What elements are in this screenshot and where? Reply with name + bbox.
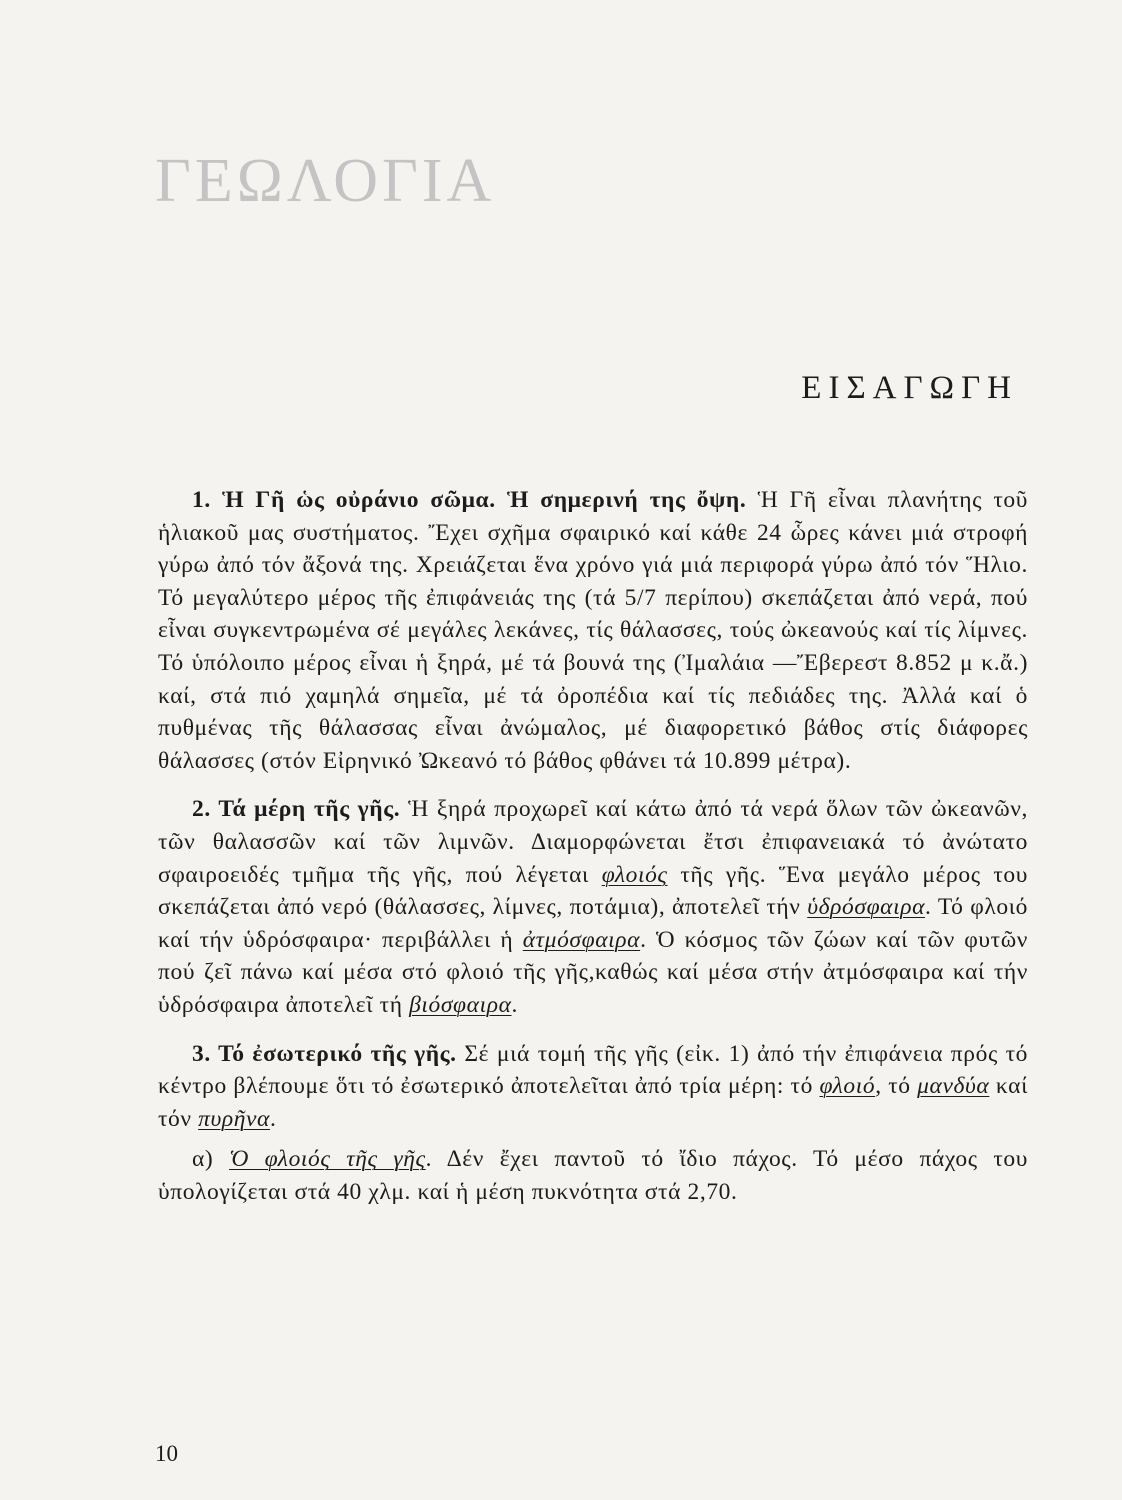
paragraph-3	[158, 1038, 1028, 1136]
paragraph-2-text: . Τό φλοιό καί τήν ὑδρόσφαιρα· περιβάλλει ἡ	[158, 894, 1028, 953]
term-mantle: μανδύα	[917, 1073, 990, 1100]
paragraph-2-text: .	[511, 991, 519, 1018]
paragraph-1-heading: 1. Ἡ Γῆ ὡς οὐράνιο σῶμα. Ἡ σημερινή της ὄψη.	[192, 487, 747, 513]
term-crust: φλοιός	[601, 861, 668, 888]
term-atmosphere: ἀτμόσφαιρα	[522, 926, 641, 953]
paragraph-3-text: .	[269, 1105, 277, 1132]
term-crust-3: φλοιό	[819, 1073, 876, 1100]
paragraph-3-text: , τό	[875, 1073, 918, 1100]
paragraph-4-prefix: α)	[192, 1146, 230, 1173]
paragraph-1	[158, 484, 1028, 777]
term-crust-of-earth: Ὁ φλοιός τῆς γῆς	[229, 1146, 426, 1173]
paragraph-2-heading: 2. Τά μέρη τῆς γῆς.	[192, 796, 401, 823]
term-hydrosphere: ὑδρόσφαιρα	[807, 894, 926, 921]
paragraph-3-text: Σέ μιά τομή τῆς γῆς (εἰκ. 1) ἀπό τήν ἐπιφάνεια πρός τό κέντρο βλέπουμε ὅτι τό ἐσωτερικό ἀποτελεῖται ἀπό τρία μέρη: τό	[158, 1040, 1029, 1100]
paragraph-2-text: τῆς γῆς. Ἕνα μεγάλο μέρος του σκεπάζεται ἀπό νερό (θάλασσες, λίμνες, ποτάμια), ἀποτελεῖ τήν	[158, 861, 1028, 921]
paragraph-4	[158, 1143, 1028, 1208]
paragraph-3-heading: 3. Τό ἐσωτερικό τῆς γῆς.	[192, 1040, 457, 1067]
running-head: ΓΕΩΛΟΓΙΑ	[155, 147, 496, 215]
paragraph-2	[158, 793, 1028, 1021]
section-title: ΕΙΣΑΓΩΓΗ	[801, 370, 1018, 406]
term-biosphere: βιόσφαιρα	[409, 991, 512, 1018]
term-core: πυρῆνα	[198, 1105, 270, 1132]
paragraph-4-text: . Δέν ἔχει παντοῦ τό ἴδιο πάχος. Τό μέσο πάχος του ὑπολογίζεται στά 40 χλμ. καί ἡ μέση πυκνότητα στά 2,70.	[158, 1146, 1028, 1205]
paragraph-3-text: καί τόν	[158, 1073, 1028, 1132]
body-text	[158, 484, 1028, 1208]
paragraph-2-text: . Ὁ κόσμος τῶν ζώων καί τῶν φυτῶν πού ζεῖ πάνω καί μέσα στό φλοιό τῆς γῆς,καθώς καί μέσα στήν ἀτμόσφαιρα καί τήν ὑδρόσφαιρα ἀποτελεῖ τή	[158, 926, 1028, 1018]
paragraph-1-text: Ἡ Γῆ εἶναι πλανήτης τοῦ ἡλιακοῦ μας συστήματος. Ἔχει σχῆμα σφαιρικό καί κάθε 24 ὧρες κάνει μιά στροφή γύρω ἀπό τόν ἄξονά της. Χρειάζεται ἕνα χρόνο γιά μιά περιφορά γύρω ἀπό τόν Ἥλιο. Τό μεγαλύτερο μέρος τῆς ἐπιφάνειάς της (τά 5/7 περίπου) σκεπάζεται ἀπό νερά, πού εἶναι συγκεντρωμένα σέ μεγάλες λεκάνες, τίς θάλασσες, τούς ὠκεανούς καί τίς λίμνες. Τό ὑπόλοιπο μέρος εἶναι ἡ ξηρά, μέ τά βουνά της (Ἰμαλάια —Ἔβερεστ 8.852 μ κ.ἄ.) καί, στά πιό χαμηλά σημεῖα, μέ τά ὀροπέδια καί τίς πεδιάδες της. Ἀλλά καί ὁ πυθμένας τῆς θάλασσας εἶναι ἀνώμαλος, μέ διαφορετικό βάθος στίς διάφορες θάλασσες (στόν Εἰρηνικό Ὠκεανό τό βάθος φθάνει τά 10.899 μέτρα).	[158, 487, 1029, 774]
paragraph-2-text: Ἡ ξηρά προχωρεῖ καί κάτω ἀπό τά νερά ὅλων τῶν ὠκεανῶν, τῶν θαλασσῶν καί τῶν λιμνῶν. Διαμορφώνεται ἔτσι ἐπιφανειακά τό ἀνώτατο σφαιροειδές τμῆμα τῆς γῆς, πού λέγεται	[158, 796, 1028, 888]
page-number: 10	[155, 1441, 178, 1466]
